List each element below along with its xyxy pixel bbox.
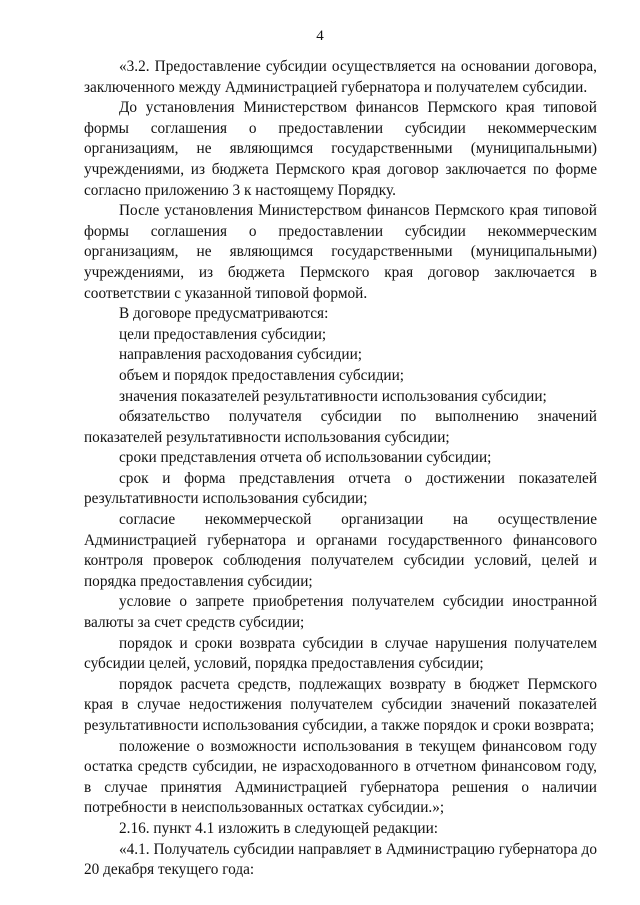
paragraph-after-typical-form: После установления Министерством финансов Пермского края типовой формы соглашения о предоставлении субсидии некоммерческим организациям, не являющимся государственными (муниципальными) учреждениями, из бюджета Пермского края договор заключается в соответствии с указанной типовой формой. xyxy=(84,202,597,302)
list-item: срок и форма представления отчета о достижении показателей результативности использования субсидии; xyxy=(84,469,597,508)
list-item: условие о запрете приобретения получателем субсидии иностранной валюты за счет средств субсидии; xyxy=(84,593,597,632)
paragraph-4-1: «4.1. Получатель субсидии направляет в Администрацию губернатора до 20 декабря текущего года: xyxy=(84,840,597,879)
paragraph-3-2: «3.2. Предоставление субсидии осуществляется на основании договора, заключенного между Администрацией губернатора и получателем субсидии. xyxy=(84,58,597,96)
list-item: цели предоставления субсидии; xyxy=(119,325,327,343)
paragraph-before-typical-form: До установления Министерством финансов Пермского края типовой формы соглашения о предоставлении субсидии некоммерческим организациям, не являющимся государственными (муниципальными) учреждениями, из бюджета Пермского края договор заключается по форме согласно приложению 3 к настоящему Порядку. xyxy=(84,99,597,199)
list-item: положение о возможности использования в текущем финансовом году остатка средств субсидии, не израсходованного в отчетном финансовом году, в случае принятия Администрацией губернатора решения о наличии потребности в неиспользованных остатках субсидии.»; xyxy=(84,737,597,817)
list-item: согласие некоммерческой организации на осуществление Администрацией губернатора и органами государственного финансового контроля проверок соблюдения получателем субсидии условий, целей и порядка предоставления субсидии; xyxy=(84,511,597,590)
list-item: порядок расчета средств, подлежащих возврату в бюджет Пермского края в случае недостижения получателем субсидии значений показателей результативности использования субсидии, а также порядок и сроки возврата; xyxy=(84,675,597,734)
list-item: объем и порядок предоставления субсидии; xyxy=(119,366,405,384)
list-item: значения показателей результативности использования субсидии; xyxy=(119,387,547,405)
page-number: 4 xyxy=(316,28,324,44)
amendment-2-16: 2.16. пункт 4.1 изложить в следующей редакции: xyxy=(119,819,439,837)
list-item: обязательство получателя субсидии по выполнению значений показателей результативности использования субсидии; xyxy=(84,408,597,446)
list-item: порядок и сроки возврата субсидии в случае нарушения получателем субсидии целей, условий, порядка предоставления субсидии; xyxy=(84,634,597,673)
list-item: направления расходования субсидии; xyxy=(119,346,363,364)
contract-provisions-heading: В договоре предусматриваются: xyxy=(119,305,329,323)
list-item: сроки представления отчета об использовании субсидии; xyxy=(119,449,492,467)
document-body xyxy=(84,57,597,881)
